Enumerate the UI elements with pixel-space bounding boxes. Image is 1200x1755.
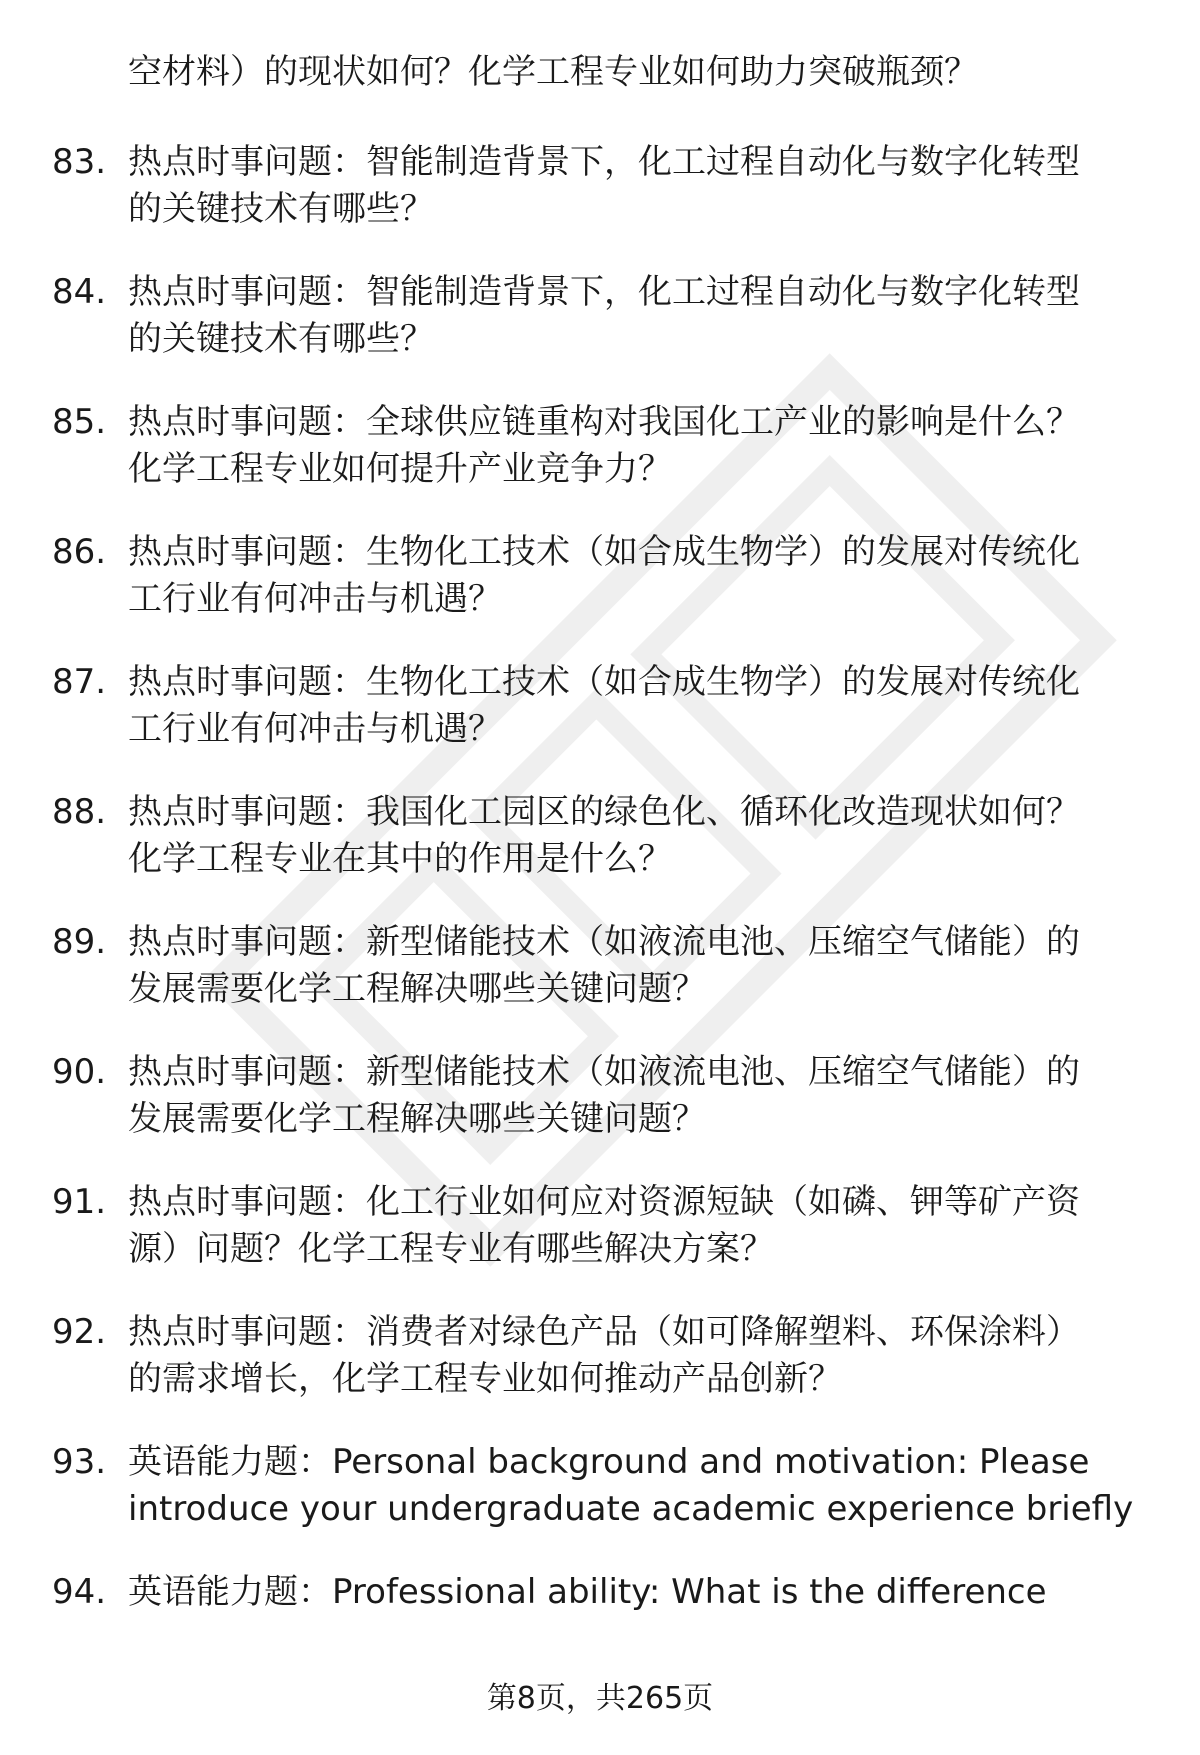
list-item-line bbox=[0, 1176, 1200, 1228]
item-number: 90. bbox=[52, 1052, 107, 1092]
item-text: 热点时事问题：化工行业如何应对资源短缺（如磷、钾等矿产资 bbox=[128, 1182, 1080, 1222]
item-text: introduce your undergraduate academic experience briefly bbox=[128, 1489, 1134, 1529]
item-text: 热点时事问题：智能制造背景下，化工过程自动化与数字化转型 bbox=[128, 142, 1080, 182]
item-number: 84. bbox=[52, 272, 107, 312]
item-number: 93. bbox=[52, 1442, 107, 1482]
list-item-line bbox=[0, 1223, 1200, 1275]
item-text: 化学工程专业在其中的作用是什么？ bbox=[128, 839, 672, 879]
list-item-line bbox=[0, 916, 1200, 968]
item-text: 的关键技术有哪些？ bbox=[128, 189, 434, 229]
item-text: 热点时事问题：新型储能技术（如液流电池、压缩空气储能）的 bbox=[128, 1052, 1080, 1092]
item-number: 91. bbox=[52, 1182, 107, 1222]
item-text: 热点时事问题：消费者对绿色产品（如可降解塑料、环保涂料） bbox=[128, 1312, 1080, 1352]
list-item-line bbox=[0, 573, 1200, 625]
list-item-line bbox=[0, 1306, 1200, 1358]
list-item-line bbox=[0, 266, 1200, 318]
list-item-line bbox=[0, 526, 1200, 578]
item-number: 92. bbox=[52, 1312, 107, 1352]
list-item-line bbox=[0, 313, 1200, 365]
item-text: 热点时事问题：我国化工园区的绿色化、循环化改造现状如何？ bbox=[128, 792, 1080, 832]
page-footer: 第8页，共265页 bbox=[486, 1681, 714, 1716]
list-item-line bbox=[0, 703, 1200, 755]
list-item-line bbox=[0, 1353, 1200, 1405]
list-item-line bbox=[0, 786, 1200, 838]
item-text: 英语能力题：Personal background and motivation: Please bbox=[128, 1442, 1090, 1482]
list-item-line bbox=[0, 963, 1200, 1015]
item-number: 88. bbox=[52, 792, 107, 832]
item-text: 发展需要化学工程解决哪些关键问题？ bbox=[128, 1099, 706, 1139]
item-number: 87. bbox=[52, 662, 107, 702]
item-text: 源）问题？化学工程专业有哪些解决方案？ bbox=[128, 1229, 774, 1269]
list-item-line bbox=[0, 396, 1200, 448]
item-number: 83. bbox=[52, 142, 107, 182]
list-item-line bbox=[0, 833, 1200, 885]
item-text: 热点时事问题：生物化工技术（如合成生物学）的发展对传统化 bbox=[128, 532, 1080, 572]
item-text: 热点时事问题：智能制造背景下，化工过程自动化与数字化转型 bbox=[128, 272, 1080, 312]
item-text: 工行业有何冲击与机遇？ bbox=[128, 579, 502, 619]
list-item-line bbox=[0, 1436, 1200, 1488]
item-number: 94. bbox=[52, 1572, 107, 1612]
item-text: 热点时事问题：全球供应链重构对我国化工产业的影响是什么？ bbox=[128, 402, 1080, 442]
list-item-line bbox=[0, 46, 1200, 98]
item-text: 空材料）的现状如何？化学工程专业如何助力突破瓶颈？ bbox=[128, 52, 978, 92]
item-text: 英语能力题：Professional ability: What is the difference bbox=[128, 1572, 1047, 1612]
item-text: 热点时事问题：新型储能技术（如液流电池、压缩空气储能）的 bbox=[128, 922, 1080, 962]
list-item-line bbox=[0, 656, 1200, 708]
list-item-line bbox=[0, 1093, 1200, 1145]
item-text: 的关键技术有哪些？ bbox=[128, 319, 434, 359]
item-text: 工行业有何冲击与机遇？ bbox=[128, 709, 502, 749]
item-text: 发展需要化学工程解决哪些关键问题？ bbox=[128, 969, 706, 1009]
list-item-line bbox=[0, 136, 1200, 188]
item-number: 85. bbox=[52, 402, 107, 442]
item-number: 86. bbox=[52, 532, 107, 572]
list-item-line bbox=[0, 183, 1200, 235]
list-item-line bbox=[0, 1483, 1200, 1535]
item-number: 89. bbox=[52, 922, 107, 962]
list-item-line bbox=[0, 1566, 1200, 1618]
item-text: 的需求增长，化学工程专业如何推动产品创新？ bbox=[128, 1359, 842, 1399]
list-item-line bbox=[0, 443, 1200, 495]
list-item-line bbox=[0, 1046, 1200, 1098]
item-text: 化学工程专业如何提升产业竞争力？ bbox=[128, 449, 672, 489]
item-text: 热点时事问题：生物化工技术（如合成生物学）的发展对传统化 bbox=[128, 662, 1080, 702]
